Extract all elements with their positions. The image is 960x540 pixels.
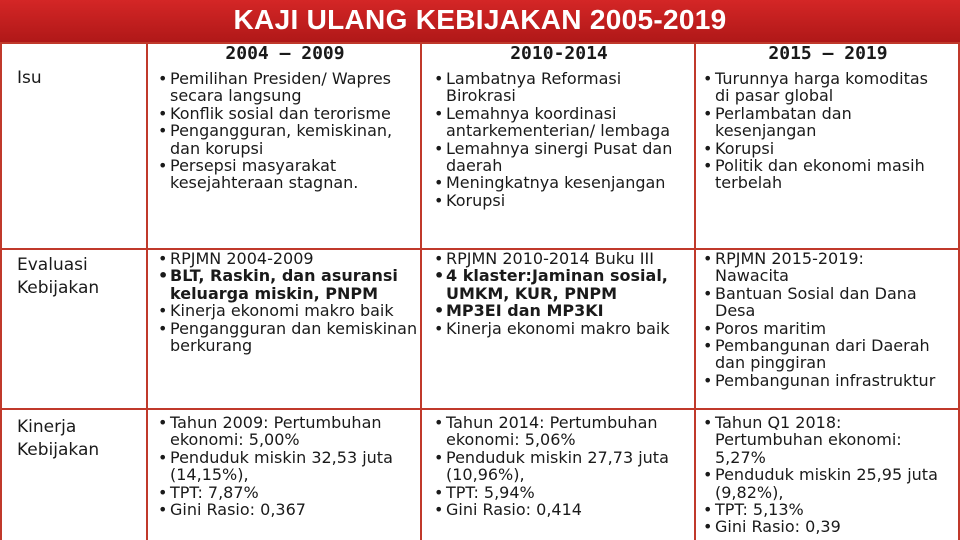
list-item: • TPT: 5,94% (434, 484, 692, 501)
col-divider-0 (0, 42, 2, 540)
cell-evaluasi-2010-2014 (434, 250, 692, 337)
list-item: • RPJMN 2010-2014 Buku III (434, 250, 692, 267)
list-item: • Pengangguran dan kemiskinan berkurang (158, 320, 420, 355)
list-item: • Tahun 2014: Pertumbuhan ekonomi: 5,06% (434, 414, 692, 449)
list-item: • 4 klaster:Jaminan sosial, UMKM, KUR, PNPM (434, 267, 692, 302)
list-item: • Gini Rasio: 0,39 (703, 518, 938, 535)
cell-evaluasi-2015-2019 (703, 250, 938, 389)
list-item: • RPJMN 2015-2019: Nawacita (703, 250, 938, 285)
list-item: • TPT: 7,87% (158, 484, 420, 501)
row-label-evaluasi: Evaluasi Kebijakan (17, 255, 100, 298)
list-item: • Pembangunan dari Daerah dan pinggiran (703, 337, 938, 372)
cell-kinerja-2015-2019 (703, 414, 938, 536)
list-item: • Persepsi masyarakat kesejahteraan stagnan. (158, 157, 420, 192)
list-item: • Meningkatnya kesenjangan (434, 174, 692, 191)
list-item: • Pembangunan infrastruktur (703, 372, 938, 389)
cell-kinerja-2004-2009 (158, 414, 420, 518)
column-header-2004-2009: 2004 – 2009 (225, 43, 345, 64)
slide-title: KAJI ULANG KEBIJAKAN 2005-2019 (233, 4, 727, 35)
list-item: • TPT: 5,13% (703, 501, 938, 518)
list-item: • Poros maritim (703, 320, 938, 337)
list-item: • Gini Rasio: 0,367 (158, 501, 420, 518)
list-item: • MP3EI dan MP3KI (434, 302, 692, 319)
list-item: • Penduduk miskin 25,95 juta (9,82%), (703, 466, 938, 501)
cell-isu-2004-2009 (158, 70, 420, 192)
list-item: • BLT, Raskin, dan asuransi keluarga miskin, PNPM (158, 267, 420, 302)
col-divider-2 (420, 42, 422, 540)
list-item: • Tahun Q1 2018: Pertumbuhan ekonomi: 5,27% (703, 414, 938, 466)
col-divider-3 (694, 42, 696, 540)
policy-table (0, 42, 960, 540)
list-item: • Gini Rasio: 0,414 (434, 501, 692, 518)
column-header-2015-2019: 2015 – 2019 (768, 43, 888, 64)
list-item: • Lemahnya sinergi Pusat dan daerah (434, 140, 692, 175)
list-item: • Bantuan Sosial dan Dana Desa (703, 285, 938, 320)
list-item: • Korupsi (703, 140, 933, 157)
list-item: • Politik dan ekonomi masih terbelah (703, 157, 933, 192)
list-item: • Tahun 2009: Pertumbuhan ekonomi: 5,00% (158, 414, 420, 449)
cell-isu-2015-2019 (703, 70, 933, 192)
list-item: • Turunnya harga komoditas di pasar global (703, 70, 933, 105)
list-item: • Kinerja ekonomi makro baik (158, 302, 420, 319)
list-item: • Konflik sosial dan terorisme (158, 105, 420, 122)
list-item: • Lemahnya koordinasi antarkementerian/ lembaga (434, 105, 692, 140)
list-item: • Perlambatan dan kesenjangan (703, 105, 933, 140)
list-item: • Penduduk miskin 27,73 juta (10,96%), (434, 449, 692, 484)
list-item: • Kinerja ekonomi makro baik (434, 320, 692, 337)
column-header-2010-2014: 2010-2014 (510, 43, 608, 64)
list-item: • Pengangguran, kemiskinan, dan korupsi (158, 122, 420, 157)
row-divider-2 (0, 408, 960, 410)
list-item: • Penduduk miskin 32,53 juta (14,15%), (158, 449, 420, 484)
list-item: • Korupsi (434, 192, 692, 209)
row-label-isu: Isu (17, 68, 42, 88)
list-item: • Pemilihan Presiden/ Wapres secara langsung (158, 70, 420, 105)
cell-evaluasi-2004-2009 (158, 250, 420, 354)
cell-kinerja-2010-2014 (434, 414, 692, 518)
list-item: • RPJMN 2004-2009 (158, 250, 420, 267)
row-label-kinerja: Kinerja Kebijakan (17, 417, 100, 460)
cell-isu-2010-2014 (434, 70, 692, 209)
col-divider-1 (146, 42, 148, 540)
list-item: • Lambatnya Reformasi Birokrasi (434, 70, 692, 105)
